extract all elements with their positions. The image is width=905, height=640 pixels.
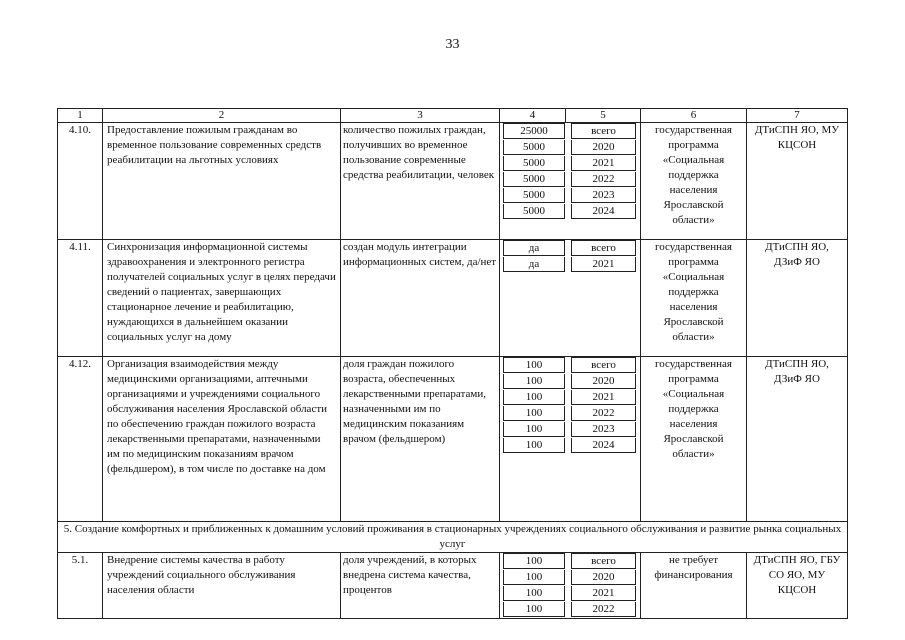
value-row: [500, 406, 640, 422]
value-row: [500, 257, 640, 273]
value: 100: [503, 553, 565, 569]
value: 100: [503, 357, 565, 373]
indicator-cell: доля учреждений, в которых внедрена система качества, процентов: [341, 553, 500, 619]
source-cell: государственная программа «Социальная поддержка населения Ярославской области»: [641, 240, 747, 357]
executor-cell: ДТиСПН ЯО, ДЗиФ ЯО: [747, 357, 848, 522]
value-row: [500, 123, 640, 140]
executor-cell: ДТиСПН ЯО, ДЗиФ ЯО: [747, 240, 848, 357]
value-row: [500, 570, 640, 586]
value-row: [500, 240, 640, 257]
source-cell: не требует финансирования: [641, 553, 747, 619]
value: да: [503, 240, 565, 256]
section-row: [58, 522, 848, 553]
value: 100: [503, 438, 565, 453]
year: 2024: [571, 438, 636, 453]
row-number: 4.11.: [58, 240, 103, 357]
header-cell: 2: [103, 109, 341, 123]
value-row: [500, 553, 640, 570]
header-cell: 1: [58, 109, 103, 123]
year: 2021: [571, 156, 636, 171]
values-cell: [500, 357, 641, 522]
year: 2021: [571, 586, 636, 601]
measures-table: [57, 108, 848, 619]
value-row: [500, 374, 640, 390]
value: 100: [503, 422, 565, 437]
year: всего: [571, 240, 636, 256]
header-cell: 3: [341, 109, 500, 123]
value: 100: [503, 406, 565, 421]
table-row: [58, 357, 848, 522]
value: 5000: [503, 204, 565, 219]
value-row: [500, 204, 640, 220]
year: 2022: [571, 172, 636, 187]
value: 100: [503, 602, 565, 617]
year: 2023: [571, 422, 636, 437]
value: 100: [503, 586, 565, 601]
executor-cell: ДТиСПН ЯО, ГБУ СО ЯО, МУ КЦСОН: [747, 553, 848, 619]
value-row: [500, 602, 640, 618]
header-row: [58, 109, 848, 123]
row-number: 5.1.: [58, 553, 103, 619]
year: 2024: [571, 204, 636, 219]
value-row: [500, 357, 640, 374]
value: 25000: [503, 123, 565, 139]
indicator-cell: доля граждан пожилого возраста, обеспеченных лекарственными препаратами, назначенными им по медицинским показаниям врачом (фельдшером): [341, 357, 500, 522]
values-cell: [500, 553, 641, 619]
year: 2022: [571, 602, 636, 617]
year: 2020: [571, 374, 636, 389]
value: 5000: [503, 140, 565, 155]
value-row: [500, 188, 640, 204]
year: 2023: [571, 188, 636, 203]
activity-cell: Организация взаимодействия между медицинскими организациями, аптечными организациями и учреждениями социального обслуживания населения Ярославской области по обеспечению граждан пожилого возраста лекарственными препаратами, назначенными им по медицинским показаниям врачом (фельдшером), в том числе по доставке на дом: [103, 357, 341, 522]
values-cell: [500, 123, 641, 240]
indicator-cell: создан модуль интеграции информационных систем, да/нет: [341, 240, 500, 357]
activity-cell: Предоставление пожилым гражданам во временное пользование современных средств реабилитации на льготных условиях: [103, 123, 341, 240]
value-row: [500, 438, 640, 454]
activity-cell: Внедрение системы качества в работу учреждений социального обслуживания населения области: [103, 553, 341, 619]
table-row: [58, 123, 848, 240]
year: 2021: [571, 257, 636, 272]
source-cell: государственная программа «Социальная поддержка населения Ярославской области»: [641, 357, 747, 522]
value-row: [500, 422, 640, 438]
year: 2020: [571, 570, 636, 585]
section-heading: 5. Создание комфортных и приближенных к домашним условий проживания в стационарных учреждениях социального обслуживания и развитие рынка социальных услуг: [58, 522, 848, 553]
value-row: [500, 586, 640, 602]
table-row: [58, 240, 848, 357]
value: да: [503, 257, 565, 272]
value-row: [500, 172, 640, 188]
value-row: [500, 140, 640, 156]
table-row: [58, 553, 848, 619]
value: 100: [503, 374, 565, 389]
page-number: 33: [445, 37, 460, 52]
year: всего: [571, 553, 636, 569]
header-cell: 4: [500, 109, 566, 123]
header-cell: 5: [566, 109, 641, 123]
value-row: [500, 390, 640, 406]
value-row: [500, 156, 640, 172]
values-cell: [500, 240, 641, 357]
value: 100: [503, 390, 565, 405]
activity-cell: Синхронизация информационной системы здравоохранения и электронного регистра получателей социальных услуг в целях передачи сведений о пациентах, завершающих стационарное лечение и реабилитацию, нуждающихся в дальнейшем оказании социальных услуг на дому: [103, 240, 341, 357]
year: всего: [571, 357, 636, 373]
value: 5000: [503, 156, 565, 171]
value: 100: [503, 570, 565, 585]
indicator-cell: количество пожилых граждан, получивших во временное пользование современные средства реабилитации, человек: [341, 123, 500, 240]
row-number: 4.12.: [58, 357, 103, 522]
year: 2022: [571, 406, 636, 421]
executor-cell: ДТиСПН ЯО, МУ КЦСОН: [747, 123, 848, 240]
value: 5000: [503, 188, 565, 203]
source-cell: государственная программа «Социальная поддержка населения Ярославской области»: [641, 123, 747, 240]
row-number: 4.10.: [58, 123, 103, 240]
value: 5000: [503, 172, 565, 187]
header-cell: 6: [641, 109, 747, 123]
year: 2021: [571, 390, 636, 405]
year: 2020: [571, 140, 636, 155]
year: всего: [571, 123, 636, 139]
header-cell: 7: [747, 109, 848, 123]
